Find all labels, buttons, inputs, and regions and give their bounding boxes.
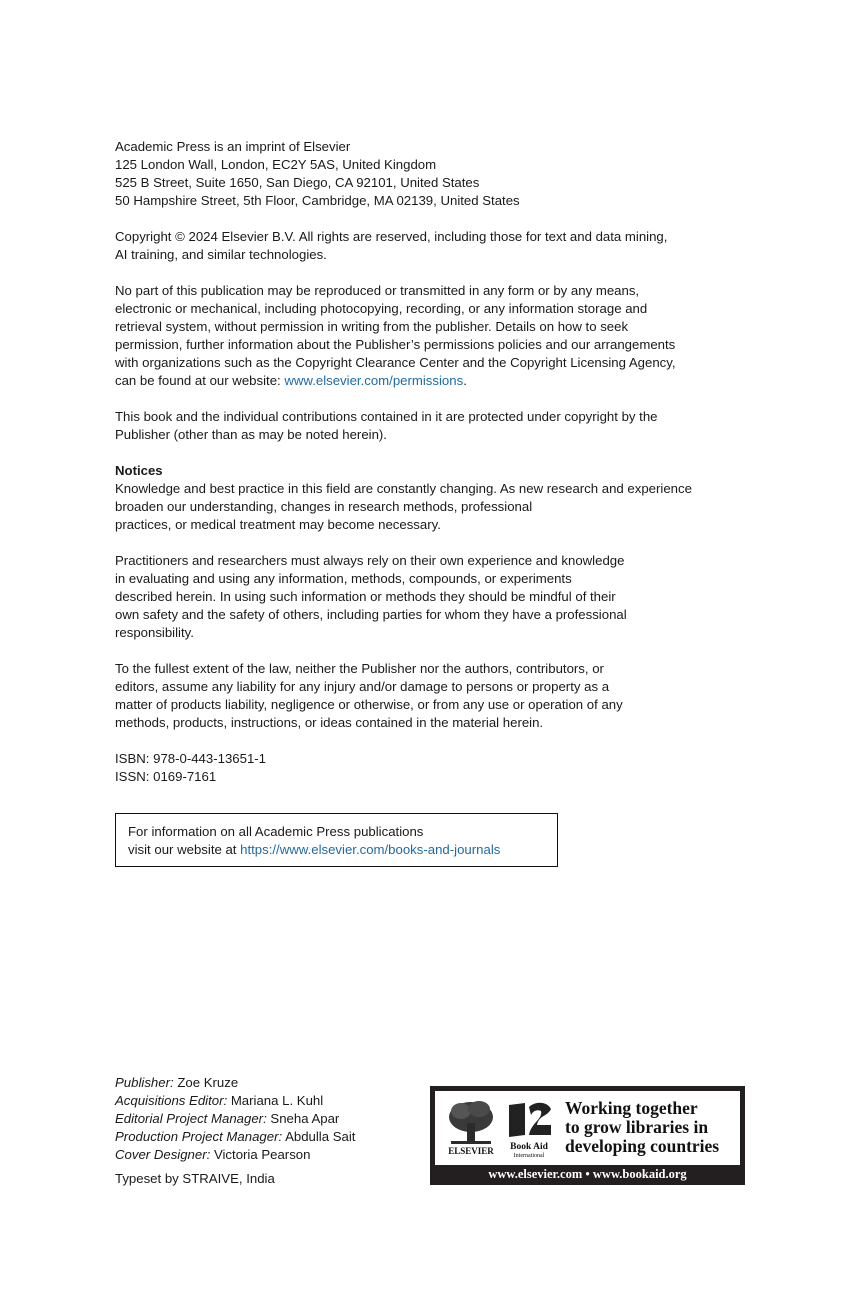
- imprint-block: [115, 138, 755, 210]
- typeset-line: Typeset by STRAIVE, India: [115, 1171, 275, 1186]
- bookaid-icon: [503, 1099, 555, 1159]
- permissions-prefix: can be found at our website:: [115, 373, 285, 388]
- elsevier-logo-label: ELSEVIER: [448, 1146, 494, 1156]
- permissions-line: retrieval system, without permission in writing from the publisher. Details on how to seek: [115, 319, 629, 334]
- credit-line: [115, 1128, 355, 1146]
- notices-line: Knowledge and best practice in this field are constantly changing. As new research and experience: [115, 481, 692, 496]
- imprint-line: 50 Hampshire Street, 5th Floor, Cambridge, MA 02139, United States: [115, 193, 520, 208]
- elsevier-bookaid-logo: [430, 1086, 745, 1185]
- copyright-line: AI training, and similar technologies.: [115, 247, 327, 262]
- copyright-page: [115, 138, 755, 804]
- permissions-line: No part of this publication may be reproduced or transmitted in any form or by any means,: [115, 283, 640, 298]
- notices-p2: [115, 552, 755, 642]
- credit-line: [115, 1110, 355, 1128]
- permissions-last-line: [115, 372, 755, 390]
- notices-p3: [115, 660, 755, 732]
- imprint-line: 525 B Street, Suite 1650, San Diego, CA 92101, United States: [115, 175, 480, 190]
- tagline-line: to grow libraries in: [565, 1117, 709, 1137]
- notices-line: methods, products, instructions, or ideas contained in the material herein.: [115, 715, 544, 730]
- credit-name: Mariana L. Kuhl: [227, 1093, 324, 1108]
- tagline-line: Working together: [565, 1098, 698, 1118]
- permissions-suffix: .: [463, 373, 467, 388]
- logo-panel: [435, 1091, 740, 1165]
- logo-footer-urls: www.elsevier.com • www.bookaid.org: [488, 1167, 687, 1181]
- notices-line: Practitioners and researchers must always rely on their own experience and knowledge: [115, 553, 625, 568]
- credit-line: [115, 1092, 355, 1110]
- credit-line: [115, 1146, 355, 1164]
- protected-line: This book and the individual contributions contained in it are protected under copyright by the: [115, 409, 658, 424]
- credit-name: Abdulla Sait: [282, 1129, 356, 1144]
- identifiers-block: [115, 750, 755, 786]
- permissions-link[interactable]: www.elsevier.com/permissions: [284, 373, 464, 388]
- notices-line: broaden our understanding, changes in research methods, professional: [115, 499, 533, 514]
- notices-line: practices, or medical treatment may become necessary.: [115, 517, 441, 532]
- copyright-block: [115, 228, 755, 264]
- isbn: ISBN: 978-0-443-13651-1: [115, 751, 267, 766]
- elsevier-tree-icon: [445, 1097, 497, 1157]
- books-journals-link[interactable]: https://www.elsevier.com/books-and-journals: [240, 842, 501, 857]
- imprint-line: 125 London Wall, London, EC2Y 5AS, United Kingdom: [115, 157, 437, 172]
- credit-role: Production Project Manager:: [115, 1129, 283, 1144]
- credits-block: [115, 1074, 355, 1164]
- imprint-line: Academic Press is an imprint of Elsevier: [115, 139, 351, 154]
- permissions-line: permission, further information about the Publisher’s permissions policies and our arrangements: [115, 337, 676, 352]
- credit-role: Editorial Project Manager:: [115, 1111, 267, 1126]
- permissions-line: with organizations such as the Copyright Clearance Center and the Copyright Licensing Agency,: [115, 355, 676, 370]
- notices-line: described herein. In using such information or methods they should be mindful of their: [115, 589, 616, 604]
- credit-role: Publisher:: [115, 1075, 174, 1090]
- issn: ISSN: 0169-7161: [115, 769, 217, 784]
- info-line: For information on all Academic Press publications: [128, 824, 424, 839]
- info-box: [115, 813, 558, 867]
- permissions-block: [115, 282, 755, 390]
- permissions-line: electronic or mechanical, including photocopying, recording, or any information storage and: [115, 301, 648, 316]
- credit-role: Cover Designer:: [115, 1147, 211, 1162]
- credit-line: [115, 1074, 355, 1092]
- credit-role: Acquisitions Editor:: [115, 1093, 228, 1108]
- credit-name: Zoe Kruze: [173, 1075, 239, 1090]
- notices-p1: [115, 462, 755, 534]
- notices-heading: Notices: [115, 463, 163, 478]
- tagline-line: developing countries: [565, 1136, 720, 1156]
- credit-name: Victoria Pearson: [210, 1147, 311, 1162]
- bookaid-logo-sublabel: International: [513, 1153, 545, 1159]
- protected-block: [115, 408, 755, 444]
- notices-line: editors, assume any liability for any injury and/or damage to persons or property as a: [115, 679, 610, 694]
- notices-line: responsibility.: [115, 625, 194, 640]
- notices-line: matter of products liability, negligence or otherwise, or from any use or operation of any: [115, 697, 623, 712]
- info-prefix: visit our website at: [128, 842, 241, 857]
- notices-line: To the fullest extent of the law, neither the Publisher nor the authors, contributors, or: [115, 661, 604, 676]
- copyright-line: Copyright © 2024 Elsevier B.V. All rights are reserved, including those for text and data mining,: [115, 229, 668, 244]
- logo-tagline: [565, 1099, 719, 1156]
- bookaid-logo-label: Book Aid: [510, 1142, 548, 1152]
- notices-line: in evaluating and using any information, methods, compounds, or experiments: [115, 571, 572, 586]
- notices-line: own safety and the safety of others, including parties for whom they have a professional: [115, 607, 627, 622]
- credit-name: Sneha Apar: [266, 1111, 340, 1126]
- info-line-2: [128, 841, 557, 859]
- protected-line: Publisher (other than as may be noted herein).: [115, 427, 387, 442]
